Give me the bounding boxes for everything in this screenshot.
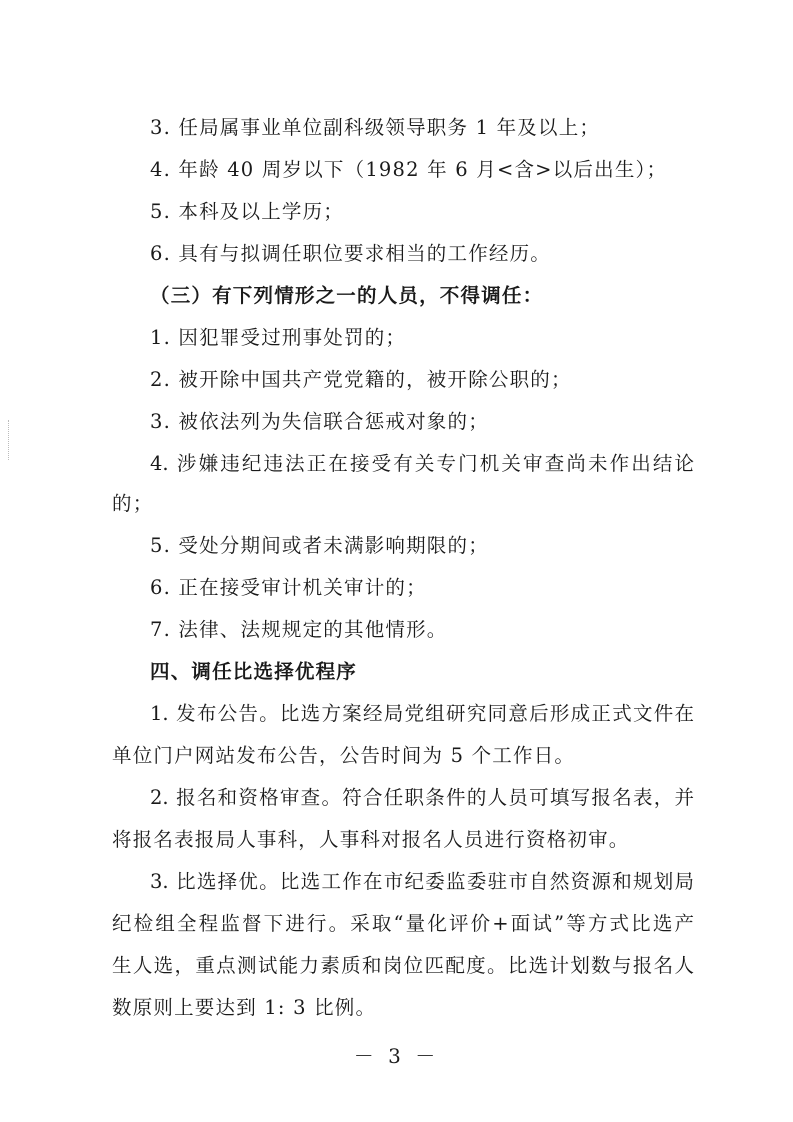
text-line-13: 7. 法律、法规规定的其他情形。	[150, 618, 448, 641]
text-line-9: 4. 涉嫌违纪违法正在接受有关专门机关审查尚未作出结论	[150, 452, 694, 475]
section-subheading: （三）有下列情形之一的人员，不得调任：	[150, 284, 544, 307]
page-number: － 3 －	[353, 1044, 440, 1068]
text-line-11: 5. 受处分期间或者未满影响期限的；	[150, 534, 489, 557]
text-line-18: 将报名表报局人事科，人事科对报名人员进行资格初审。	[112, 828, 630, 851]
text-line-12: 6. 正在接受审计机关审计的；	[150, 576, 427, 599]
text-line-16: 单位门户网站发布公告，公告时间为 5 个工作日。	[112, 744, 576, 767]
text-line-21: 生人选，重点测试能力素质和岗位匹配度。比选计划数与报名人	[112, 954, 694, 977]
text-line-22: 数原则上要达到 1: 3 比例。	[112, 996, 377, 1019]
section-heading: 四、调任比选择优程序	[150, 660, 358, 683]
text-line-3: 5. 本科及以上学历；	[150, 200, 345, 223]
text-line-15: 1. 发布公告。比选方案经局党组研究同意后形成正式文件在	[150, 702, 694, 725]
text-line-20: 纪检组全程监督下进行。采取“量化评价+面试”等方式比选产	[112, 912, 694, 935]
scan-margin-mark	[8, 420, 11, 460]
text-line-4: 6. 具有与拟调任职位要求相当的工作经历。	[150, 242, 552, 265]
text-line-1: 3. 任局属事业单位副科级领导职务 1 年及以上；	[150, 116, 601, 139]
text-line-8: 3. 被依法列为失信联合惩戒对象的；	[150, 410, 489, 433]
text-line-19: 3. 比选择优。比选工作在市纪委监委驻市自然资源和规划局	[150, 870, 694, 893]
text-line-6: 1. 因犯罪受过刑事处罚的；	[150, 326, 407, 349]
text-line-17: 2. 报名和资格审查。符合任职条件的人员可填写报名表，并	[150, 786, 694, 809]
text-line-2: 4. 年龄 40 周岁以下（1982 年 6 月<含>以后出生）；	[150, 158, 668, 181]
text-line-10: 的；	[112, 492, 154, 515]
text-line-7: 2. 被开除中国共产党党籍的，被开除公职的；	[150, 368, 572, 391]
